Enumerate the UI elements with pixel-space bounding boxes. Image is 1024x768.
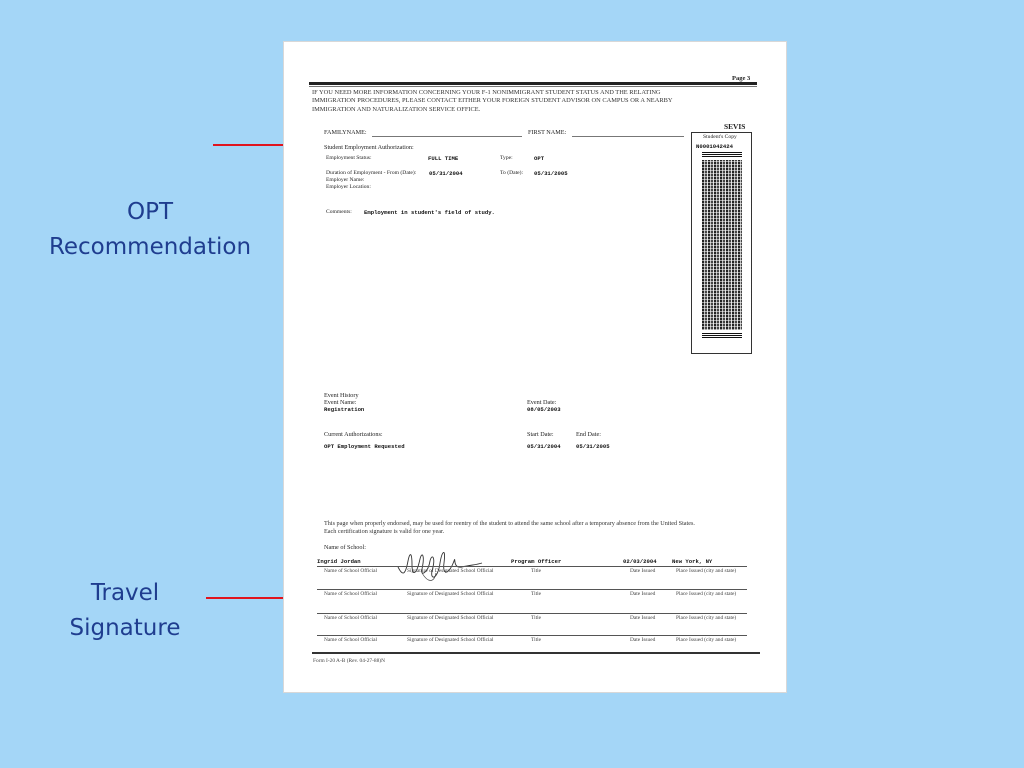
employer-name-label: Employer Name:	[326, 177, 365, 183]
duration-label: Duration of Employment - From (Date):	[326, 170, 417, 176]
notice-text	[312, 89, 672, 114]
sig-signature-label: Signature of Designated School Official	[407, 568, 494, 574]
sig-place-label: Place Issued (city and state)	[676, 568, 737, 574]
opt-label-line2: Recommendation	[48, 234, 252, 260]
issue-place: New York, NY	[672, 558, 713, 565]
signature-line	[317, 589, 747, 590]
first-name-label: FIRST NAME:	[528, 129, 567, 136]
start-date-label: Start Date:	[527, 431, 554, 438]
notice-line: IMMIGRATION AND NATURALIZATION SERVICE OFFICE.	[312, 105, 481, 113]
sig-name-label: Name of School Official	[324, 615, 378, 621]
first-name-line	[572, 136, 684, 137]
sig-name-label: Name of School Official	[324, 568, 378, 574]
signature-line	[317, 635, 747, 636]
school-name-label: Name of School:	[324, 544, 366, 551]
employment-status-value: FULL TIME	[428, 155, 459, 162]
travel-label-line2: Signature	[69, 615, 181, 641]
sig-place-label: Place Issued (city and state)	[676, 637, 737, 643]
certification-text	[324, 520, 695, 537]
comments-label: Comments:	[326, 209, 352, 215]
end-date-value: 05/31/2005	[576, 443, 610, 450]
sig-date-label: Date Issued	[630, 591, 656, 597]
sig-signature-label: Signature of Designated School Official	[407, 637, 494, 643]
handwritten-signature-icon	[392, 543, 487, 587]
event-date-label: Event Date:	[527, 399, 557, 406]
barcode-top-bars	[702, 151, 742, 157]
sig-signature-label: Signature of Designated School Official	[407, 615, 494, 621]
type-label: Type:	[500, 155, 513, 161]
sig-title-label: Title	[531, 568, 541, 574]
start-date-value: 05/31/2004	[527, 443, 561, 450]
employment-status-label: Employment Status:	[326, 155, 372, 161]
notice-line: IMMIGRATION PROCEDURES, PLEASE CONTACT EITHER YOUR FOREIGN STUDENT ADVISOR ON CAMPUS OR A NEARBY	[312, 97, 673, 105]
notice-line: IF YOU NEED MORE INFORMATION CONCERNING YOUR F-1 NONIMMIGRANT STUDENT STATUS AND THE RELATING	[312, 89, 661, 96]
event-name-value: Registration	[324, 406, 365, 413]
signature-line	[317, 613, 747, 614]
sig-name-label: Name of School Official	[324, 637, 378, 643]
top-rule	[309, 82, 757, 85]
to-date: 05/31/2005	[534, 170, 568, 177]
type-value: OPT	[534, 155, 545, 162]
travel-label-line1: Travel	[90, 580, 160, 606]
sig-date-label: Date Issued	[630, 637, 656, 643]
sig-signature-label: Signature of Designated School Official	[407, 591, 494, 597]
sevis-heading: SEVIS	[724, 122, 746, 131]
certification-line: This page when properly endorsed, may be used for reentry of the student to attend the same school after a temporary absence from the United States.	[324, 520, 695, 527]
students-copy-label: Student's Copy	[703, 134, 737, 140]
sig-date-label: Date Issued	[630, 615, 656, 621]
sig-title-label: Title	[531, 637, 541, 643]
certification-line: Each certification signature is valid for one year.	[324, 528, 445, 536]
opt-recommendation-label	[40, 195, 260, 265]
page-number: Page 3	[732, 75, 751, 82]
bottom-rule	[312, 652, 760, 654]
family-name-label: FAMILYNAME:	[324, 129, 367, 136]
opt-label-line1: OPT	[126, 199, 174, 225]
employment-heading: Student Employment Authorization:	[324, 144, 414, 151]
sig-place-label: Place Issued (city and state)	[676, 591, 737, 597]
comments-value: Employment in student's field of study.	[364, 209, 495, 216]
sig-date-label: Date Issued	[630, 568, 656, 574]
end-date-label: End Date:	[576, 431, 601, 438]
barcode-bottom-bars	[702, 332, 742, 338]
form-id: Form I-20 A-B (Rev. 04-27-88)N	[313, 658, 385, 664]
to-date-label: To (Date):	[500, 170, 524, 176]
sevis-id: N0001042424	[696, 143, 733, 150]
event-history-heading: Event History	[324, 392, 359, 399]
current-auth-heading: Current Authorizations:	[324, 431, 383, 438]
from-date: 05/31/2004	[429, 170, 463, 177]
signature-line	[317, 566, 747, 567]
employer-location-label: Employer Location:	[326, 184, 371, 190]
barcode-2d	[702, 160, 742, 330]
i20-document-page	[284, 42, 786, 692]
issue-date: 02/03/2004	[623, 558, 657, 565]
family-name-line	[372, 136, 522, 137]
sig-name-label: Name of School Official	[324, 591, 378, 597]
sig-title-label: Title	[531, 591, 541, 597]
travel-signature-label	[55, 576, 195, 646]
official-name: Ingrid Jordan	[317, 558, 361, 565]
sig-title-label: Title	[531, 615, 541, 621]
top-rule-thin	[309, 86, 757, 87]
sig-place-label: Place Issued (city and state)	[676, 615, 737, 621]
current-auth-value: OPT Employment Requested	[324, 443, 405, 450]
event-date-value: 08/05/2003	[527, 406, 561, 413]
event-name-label: Event Name:	[324, 399, 357, 406]
official-title: Program Officer	[511, 558, 562, 565]
